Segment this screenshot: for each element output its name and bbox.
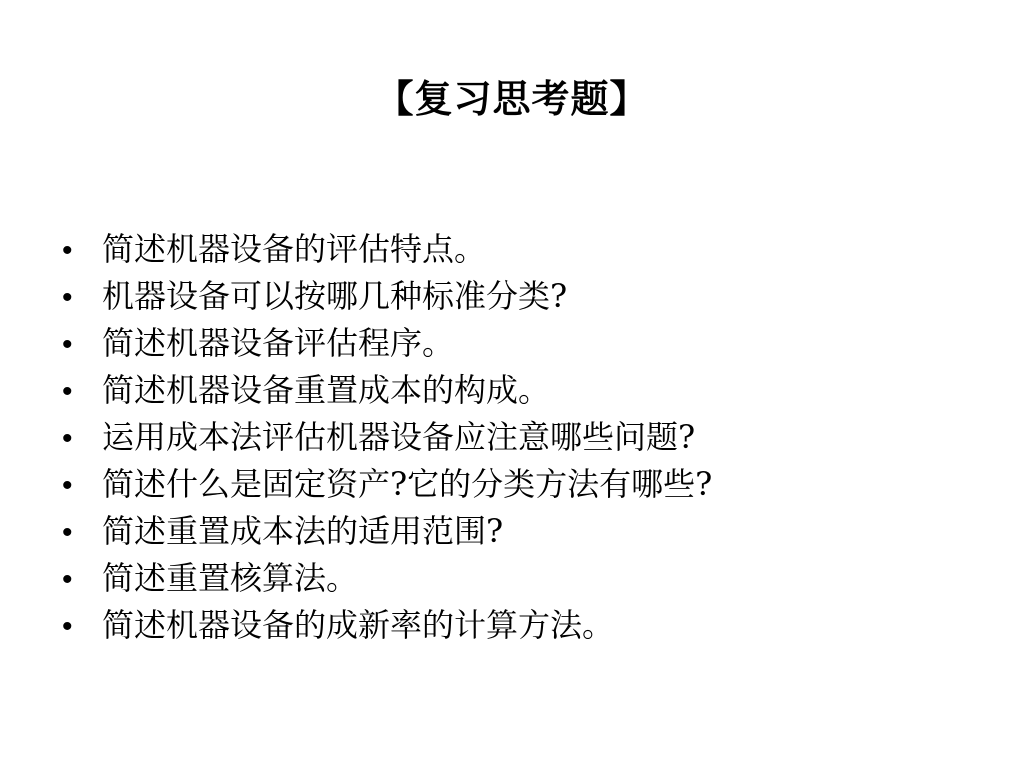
bullet-icon: • — [62, 610, 73, 643]
list-item — [62, 508, 982, 555]
bullet-icon: • — [62, 375, 73, 408]
bullet-icon: • — [62, 234, 73, 267]
list-item — [62, 273, 982, 320]
slide-title: 【复习思考题】 — [375, 76, 649, 121]
list-item-text: 简述重置核算法。 — [102, 559, 359, 597]
list-item — [62, 414, 982, 461]
list-item-text: 简述机器设备评估程序。 — [102, 324, 455, 362]
list-item-text: 简述什么是固定资产?它的分类方法有哪些? — [102, 465, 713, 503]
list-item-text: 简述机器设备的评估特点。 — [102, 230, 487, 268]
list-item-text: 简述机器设备重置成本的构成。 — [102, 371, 551, 409]
list-item-text: 简述重置成本法的适用范围? — [102, 512, 504, 550]
bullet-icon: • — [62, 422, 73, 455]
bullet-icon: • — [62, 563, 73, 596]
bullet-icon: • — [62, 516, 73, 549]
list-item — [62, 555, 982, 602]
question-list — [62, 226, 982, 649]
list-item — [62, 461, 982, 508]
bullet-icon: • — [62, 328, 73, 361]
list-item-text: 机器设备可以按哪几种标准分类? — [102, 277, 568, 315]
bullet-icon: • — [62, 281, 73, 314]
list-item-text: 简述机器设备的成新率的计算方法。 — [102, 606, 615, 644]
list-item — [62, 320, 982, 367]
list-item — [62, 602, 982, 649]
list-item-text: 运用成本法评估机器设备应注意哪些问题? — [102, 418, 696, 456]
list-item — [62, 226, 982, 273]
bullet-icon: • — [62, 469, 73, 502]
list-item — [62, 367, 982, 414]
